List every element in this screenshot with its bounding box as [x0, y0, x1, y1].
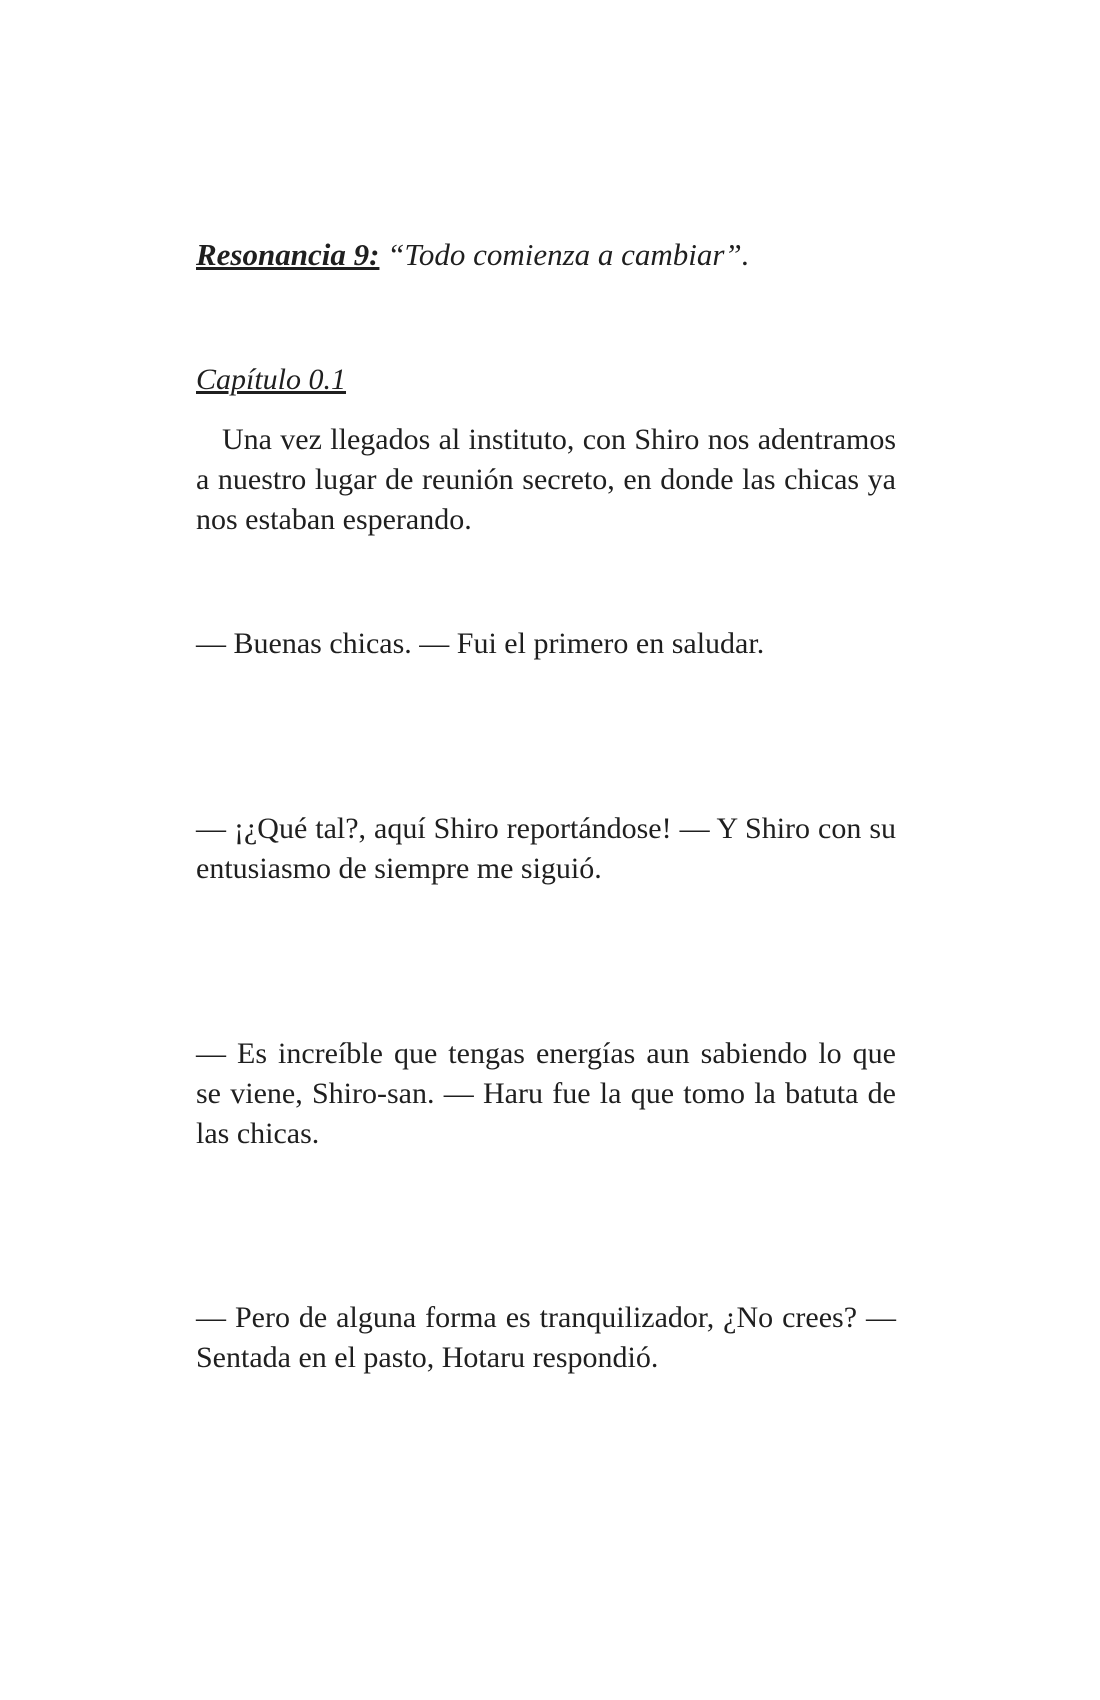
paragraph-dialogue-2: — ¡¿Qué tal?, aquí Shiro reportándose! — Y Shiro con su entusiasmo de siempre me siguió.: [196, 812, 896, 885]
paragraph-dialogue-1: — Buenas chicas. — Fui el primero en saludar.: [196, 627, 765, 660]
chapter-number: Capítulo 0.1: [196, 363, 347, 396]
heading-subtitle: “Todo comienza a cambiar”.: [387, 237, 750, 272]
chapter-heading: [196, 235, 916, 275]
heading-label: Resonancia 9:: [196, 237, 380, 272]
paragraph-dialogue-3: — Es increíble que tengas energías aun sabiendo lo que se viene, Shiro-san. — Haru fue la que tomo la batuta de las chicas.: [196, 1037, 896, 1150]
paragraph-dialogue-4: — Pero de alguna forma es tranquilizador, ¿No crees? — Sentada en el pasto, Hotaru respondió.: [196, 1301, 896, 1374]
paragraph-narration: Una vez llegados al instituto, con Shiro nos adentramos a nuestro lugar de reunión secreto, en donde las chicas ya nos estaban esperando.: [196, 423, 896, 536]
